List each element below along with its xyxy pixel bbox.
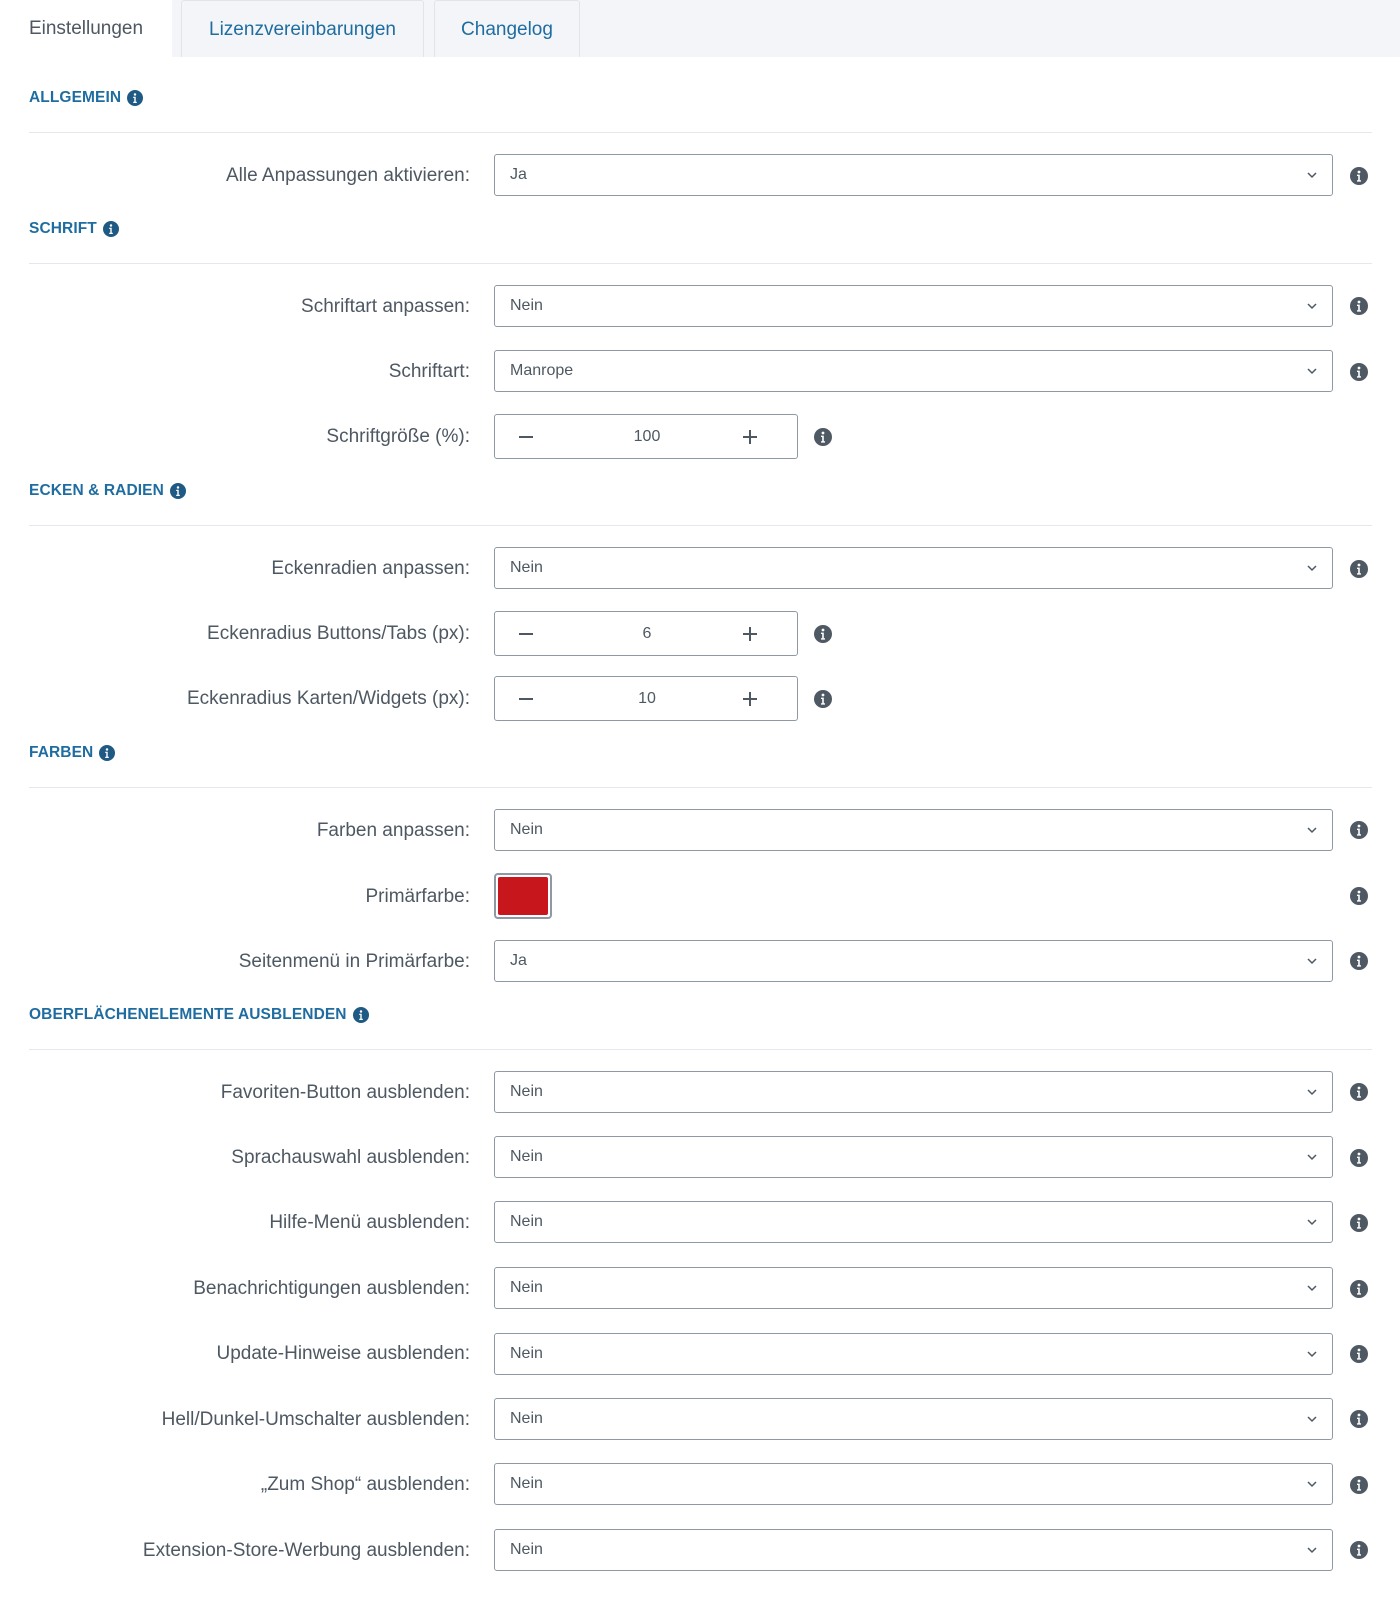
info-icon[interactable] — [353, 1007, 369, 1023]
label-radius-karten: Eckenradius Karten/Widgets (px): — [186, 688, 470, 709]
decrement-button[interactable] — [495, 415, 555, 458]
info-icon[interactable] — [1350, 297, 1368, 315]
section-title-text: ECKEN & RADIEN — [29, 482, 164, 499]
info-icon[interactable] — [103, 221, 119, 237]
select-value: Nein — [510, 559, 543, 576]
label-radius-buttons: Eckenradius Buttons/Tabs (px): — [207, 623, 470, 644]
divider — [29, 263, 1372, 264]
select-extension-store[interactable] — [494, 1529, 1333, 1571]
select-sprachauswahl[interactable] — [494, 1136, 1333, 1178]
minus-icon — [518, 429, 534, 445]
chevron-down-icon — [1306, 955, 1318, 967]
primary-color-picker[interactable] — [494, 873, 552, 919]
select-value: Nein — [510, 1083, 543, 1100]
select-value: Nein — [510, 821, 543, 838]
info-icon[interactable] — [1350, 821, 1368, 839]
tab-bar — [0, 0, 1400, 57]
increment-button[interactable] — [719, 677, 779, 720]
stepper-value[interactable]: 100 — [633, 428, 661, 445]
section-title-ecken — [29, 482, 186, 500]
select-value: Nein — [510, 1410, 543, 1427]
info-icon[interactable] — [814, 690, 832, 708]
section-title-text: OBERFLÄCHENELEMENTE AUSBLENDEN — [29, 1006, 347, 1023]
increment-button[interactable] — [719, 612, 779, 655]
label-farben-anpassen: Farben anpassen: — [316, 820, 470, 841]
divider — [29, 787, 1372, 788]
chevron-down-icon — [1306, 1348, 1318, 1360]
select-value: Ja — [510, 166, 527, 183]
increment-button[interactable] — [719, 415, 779, 458]
chevron-down-icon — [1306, 365, 1318, 377]
chevron-down-icon — [1306, 1544, 1318, 1556]
select-update-hinweise[interactable] — [494, 1333, 1333, 1375]
color-swatch — [498, 877, 548, 915]
info-icon[interactable] — [1350, 1280, 1368, 1298]
label-sprachauswahl: Sprachauswahl ausblenden: — [231, 1147, 470, 1168]
minus-icon — [518, 691, 534, 707]
decrement-button[interactable] — [495, 612, 555, 655]
select-value: Nein — [510, 1541, 543, 1558]
info-icon[interactable] — [1350, 1149, 1368, 1167]
info-icon[interactable] — [1350, 1410, 1368, 1428]
divider — [29, 1049, 1372, 1050]
select-value: Manrope — [510, 362, 574, 379]
chevron-down-icon — [1306, 1151, 1318, 1163]
label-update-hinweise: Update-Hinweise ausblenden: — [216, 1343, 470, 1364]
info-icon[interactable] — [99, 745, 115, 761]
label-alle-anpassungen: Alle Anpassungen aktivieren: — [226, 165, 470, 186]
stepper-schriftgroesse — [494, 414, 798, 459]
select-value: Ja — [510, 952, 527, 969]
select-favoriten[interactable] — [494, 1071, 1333, 1113]
label-hell-dunkel: Hell/Dunkel-Umschalter ausblenden: — [161, 1409, 470, 1430]
select-zum-shop[interactable] — [494, 1463, 1333, 1505]
info-icon[interactable] — [1350, 1083, 1368, 1101]
stepper-value[interactable]: 6 — [642, 625, 652, 642]
info-icon[interactable] — [1350, 1214, 1368, 1232]
info-icon[interactable] — [1350, 1476, 1368, 1494]
select-hell-dunkel[interactable] — [494, 1398, 1333, 1440]
plus-icon — [742, 429, 758, 445]
label-favoriten: Favoriten-Button ausblenden: — [220, 1082, 470, 1103]
label-schriftart-anpassen: Schriftart anpassen: — [301, 296, 470, 317]
select-value: Nein — [510, 297, 543, 314]
section-title-farben — [29, 744, 115, 762]
tab-lizenzvereinbarungen[interactable]: Lizenzvereinbarungen — [181, 0, 424, 57]
chevron-down-icon — [1306, 1282, 1318, 1294]
label-primaerfarbe: Primärfarbe: — [365, 886, 470, 907]
tab-einstellungen[interactable]: Einstellungen — [0, 0, 172, 57]
label-schriftart: Schriftart: — [388, 361, 470, 382]
section-title-text: ALLGEMEIN — [29, 89, 122, 106]
chevron-down-icon — [1306, 1216, 1318, 1228]
section-title-text: SCHRIFT — [29, 220, 97, 237]
plus-icon — [742, 626, 758, 642]
chevron-down-icon — [1306, 824, 1318, 836]
label-benachrichtigungen: Benachrichtigungen ausblenden: — [193, 1278, 470, 1299]
info-icon[interactable] — [1350, 363, 1368, 381]
select-hilfe[interactable] — [494, 1201, 1333, 1243]
divider — [29, 132, 1372, 133]
info-icon[interactable] — [1350, 560, 1368, 578]
chevron-down-icon — [1306, 1478, 1318, 1490]
section-title-text: FARBEN — [29, 744, 94, 761]
stepper-radius-buttons — [494, 611, 798, 656]
minus-icon — [518, 626, 534, 642]
chevron-down-icon — [1306, 1086, 1318, 1098]
label-seitenmenue: Seitenmenü in Primärfarbe: — [238, 951, 470, 972]
select-farben-anpassen[interactable] — [494, 809, 1333, 851]
chevron-down-icon — [1306, 300, 1318, 312]
info-icon[interactable] — [1350, 1345, 1368, 1363]
label-hilfe: Hilfe-Menü ausblenden: — [269, 1212, 470, 1233]
chevron-down-icon — [1306, 1413, 1318, 1425]
decrement-button[interactable] — [495, 677, 555, 720]
info-icon[interactable] — [814, 625, 832, 643]
select-value: Nein — [510, 1475, 543, 1492]
select-schriftart-anpassen[interactable] — [494, 285, 1333, 327]
plus-icon — [742, 691, 758, 707]
label-extension-store: Extension-Store-Werbung ausblenden: — [142, 1540, 470, 1561]
select-value: Nein — [510, 1148, 543, 1165]
info-icon[interactable] — [1350, 167, 1368, 185]
select-value: Nein — [510, 1279, 543, 1296]
divider — [29, 525, 1372, 526]
select-alle-anpassungen[interactable] — [494, 154, 1333, 196]
info-icon[interactable] — [1350, 887, 1368, 905]
info-icon[interactable] — [170, 483, 186, 499]
select-eckenradien-anpassen[interactable] — [494, 547, 1333, 589]
section-title-allgemein — [29, 89, 143, 107]
stepper-value[interactable]: 10 — [638, 690, 656, 707]
label-zum-shop: „Zum Shop“ ausblenden: — [260, 1474, 470, 1495]
section-title-oberflaeche — [29, 1006, 369, 1024]
stepper-radius-karten — [494, 676, 798, 721]
select-benachrichtigungen[interactable] — [494, 1267, 1333, 1309]
info-icon[interactable] — [1350, 952, 1368, 970]
info-icon[interactable] — [1350, 1541, 1368, 1559]
chevron-down-icon — [1306, 562, 1318, 574]
chevron-down-icon — [1306, 169, 1318, 181]
info-icon[interactable] — [127, 90, 143, 106]
select-schriftart[interactable] — [494, 350, 1333, 392]
info-icon[interactable] — [814, 428, 832, 446]
section-title-schrift — [29, 220, 119, 238]
select-value: Nein — [510, 1345, 543, 1362]
select-seitenmenue[interactable] — [494, 940, 1333, 982]
tab-changelog[interactable]: Changelog — [434, 0, 580, 57]
label-eckenradien-anpassen: Eckenradien anpassen: — [271, 558, 470, 579]
label-schriftgroesse: Schriftgröße (%): — [326, 426, 470, 447]
select-value: Nein — [510, 1213, 543, 1230]
